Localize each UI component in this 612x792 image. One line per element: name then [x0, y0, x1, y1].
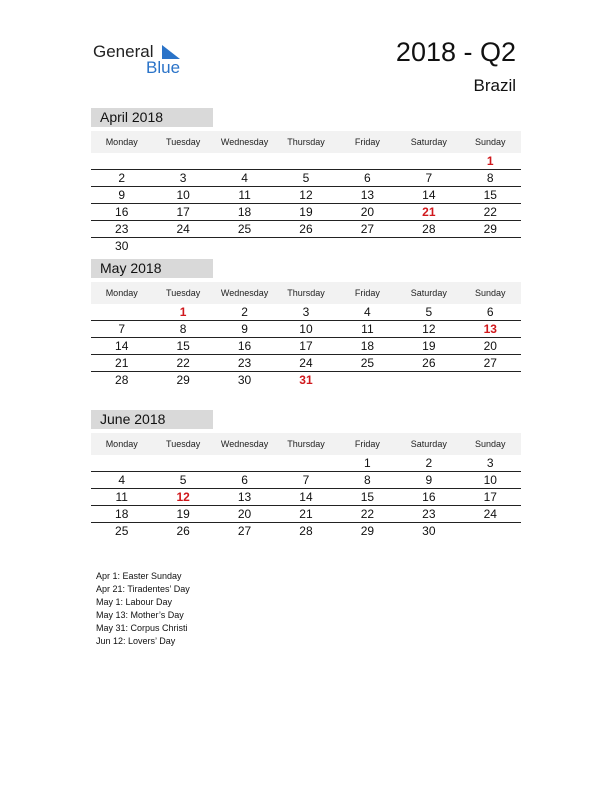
week-row [91, 355, 521, 372]
day-cell: 15 [483, 188, 497, 202]
weekday-label: Friday [354, 439, 380, 449]
day-cell: 24 [483, 507, 497, 521]
weekday-label: Friday [354, 137, 380, 147]
empty-day-cell [337, 238, 398, 254]
week-row [91, 321, 521, 338]
empty-day-cell [91, 153, 152, 169]
day-cell: 10 [299, 322, 313, 336]
day-cell: 11 [238, 188, 251, 202]
day-cell: 8 [486, 171, 494, 185]
day-cell: 18 [360, 339, 375, 353]
week-row [91, 304, 521, 321]
empty-day-cell [275, 153, 336, 169]
week-row [91, 489, 521, 506]
day-cell: 28 [115, 373, 129, 387]
empty-day-cell [91, 304, 152, 320]
holiday-list [96, 570, 190, 649]
day-cell: 29 [360, 524, 375, 538]
day-cell: 9 [118, 188, 126, 202]
day-cell: 23 [422, 507, 436, 521]
day-cell: 17 [176, 205, 190, 219]
day-cell: 4 [241, 171, 248, 185]
weekday-label: Thursday [287, 137, 325, 147]
empty-day-cell [214, 238, 275, 254]
empty-day-cell [460, 238, 521, 254]
day-cell: 6 [486, 305, 494, 319]
weekday-label: Monday [105, 288, 138, 298]
week-row [91, 472, 521, 489]
day-cell: 21 [115, 356, 129, 370]
day-cell: 25 [237, 222, 252, 236]
day-cell: 26 [176, 524, 190, 538]
day-cell: 14 [115, 339, 129, 353]
day-cell: 3 [302, 305, 310, 319]
weekday-label: Monday [105, 439, 138, 449]
empty-day-cell [152, 153, 213, 169]
day-cell: 5 [302, 171, 310, 185]
day-cell: 29 [483, 222, 497, 236]
empty-day-cell [460, 372, 521, 388]
day-cell: 6 [241, 473, 248, 487]
day-cell: 2 [241, 305, 248, 319]
day-cell: 16 [237, 339, 252, 353]
day-cell: 27 [237, 524, 252, 538]
day-cell: 5 [425, 305, 433, 319]
weekday-label: Saturday [410, 137, 447, 147]
day-cell: 13 [483, 322, 497, 336]
day-cell: 14 [299, 490, 313, 504]
day-cell: 28 [299, 524, 313, 538]
week-row [91, 170, 521, 187]
day-cell: 26 [422, 356, 436, 370]
day-cell: 12 [299, 188, 313, 202]
logo-general-text: General [93, 42, 154, 61]
month-june [91, 410, 521, 539]
empty-day-cell [152, 238, 213, 254]
month-label: June 2018 [91, 410, 213, 429]
weekday-label: Saturday [410, 288, 447, 298]
holiday-item: Jun 12: Lovers’ Day [96, 636, 176, 647]
empty-day-cell [398, 153, 459, 169]
empty-day-cell [337, 372, 398, 388]
day-cell: 12 [422, 322, 436, 336]
holiday-item: May 13: Mother’s Day [96, 610, 184, 621]
week-row [91, 238, 521, 254]
day-cell: 19 [299, 205, 313, 219]
holiday-item: Apr 21: Tiradentes’ Day [96, 584, 190, 595]
day-cell: 10 [176, 188, 190, 202]
day-cell: 6 [364, 171, 371, 185]
empty-day-cell [275, 238, 336, 254]
weekday-header [91, 282, 521, 304]
day-cell: 27 [483, 356, 497, 370]
day-cell: 14 [422, 188, 436, 202]
day-cell: 12 [176, 490, 190, 504]
day-cell: 24 [299, 356, 313, 370]
weekday-label: Thursday [287, 439, 325, 449]
month-label: April 2018 [91, 108, 213, 127]
holiday-item: Apr 1: Easter Sunday [96, 571, 182, 581]
weekday-label: Friday [354, 288, 380, 298]
day-cell: 4 [364, 305, 371, 319]
empty-day-cell [460, 523, 521, 539]
weekday-label: Monday [105, 137, 138, 147]
day-cell: 30 [115, 239, 129, 253]
day-cell: 17 [483, 490, 497, 504]
day-cell: 30 [237, 373, 252, 387]
day-cell: 5 [179, 473, 187, 487]
day-cell: 26 [299, 222, 313, 236]
holiday-item: May 1: Labour Day [96, 597, 173, 608]
day-cell: 19 [176, 507, 190, 521]
weekday-header [91, 433, 521, 455]
day-cell: 16 [115, 205, 129, 219]
day-cell: 8 [364, 473, 371, 487]
day-cell: 7 [302, 473, 310, 487]
day-cell: 20 [237, 507, 252, 521]
day-cell: 7 [118, 322, 126, 336]
week-row [91, 153, 521, 170]
day-cell: 10 [483, 473, 497, 487]
day-cell: 22 [360, 507, 375, 521]
day-cell: 28 [422, 222, 436, 236]
empty-day-cell [398, 372, 459, 388]
week-row [91, 523, 521, 539]
weekday-label: Thursday [287, 288, 325, 298]
week-row [91, 338, 521, 355]
day-cell: 2 [425, 456, 433, 470]
empty-day-cell [275, 455, 336, 471]
empty-day-cell [214, 455, 275, 471]
day-cell: 2 [118, 171, 126, 185]
month-april [91, 108, 521, 254]
day-cell: 11 [115, 490, 128, 504]
weekday-label: Sunday [474, 137, 506, 147]
empty-day-cell [337, 153, 398, 169]
day-cell: 11 [361, 322, 374, 336]
week-row [91, 455, 521, 472]
weekday-label: Sunday [474, 439, 506, 449]
day-cell: 23 [237, 356, 252, 370]
day-cell: 17 [299, 339, 313, 353]
day-cell: 1 [364, 456, 371, 470]
page-title: 2018 - Q2 [395, 37, 516, 67]
day-cell: 3 [486, 456, 494, 470]
month-may [91, 259, 521, 388]
empty-day-cell [398, 238, 459, 254]
country-name: Brazil [473, 76, 516, 95]
week-row [91, 506, 521, 523]
week-row [91, 204, 521, 221]
day-cell: 8 [179, 322, 187, 336]
day-cell: 22 [483, 205, 497, 219]
day-cell: 15 [176, 339, 190, 353]
weekday-label: Wednesday [220, 439, 269, 449]
day-cell: 27 [360, 222, 375, 236]
week-row [91, 187, 521, 204]
day-cell: 18 [115, 507, 129, 521]
day-cell: 21 [299, 507, 313, 521]
day-cell: 31 [299, 373, 313, 387]
day-cell: 4 [118, 473, 126, 487]
logo-flag-icon [162, 45, 180, 59]
day-cell: 29 [176, 373, 190, 387]
day-cell: 7 [425, 171, 433, 185]
day-cell: 20 [483, 339, 497, 353]
day-cell: 19 [422, 339, 436, 353]
empty-day-cell [91, 455, 152, 471]
day-cell: 1 [486, 154, 494, 168]
day-cell: 13 [237, 490, 252, 504]
logo-blue-text: Blue [146, 58, 181, 77]
day-cell: 21 [422, 205, 436, 219]
day-cell: 13 [360, 188, 375, 202]
weekday-label: Tuesday [166, 439, 201, 449]
day-cell: 3 [179, 171, 187, 185]
empty-day-cell [214, 153, 275, 169]
day-cell: 18 [237, 205, 252, 219]
weekday-label: Tuesday [166, 137, 201, 147]
logo [93, 40, 193, 80]
day-cell: 16 [422, 490, 436, 504]
weekday-label: Saturday [410, 439, 447, 449]
week-row [91, 372, 521, 388]
day-cell: 15 [360, 490, 375, 504]
day-cell: 20 [360, 205, 375, 219]
empty-day-cell [152, 455, 213, 471]
holiday-item: May 31: Corpus Christi [96, 623, 188, 634]
day-cell: 1 [179, 305, 187, 319]
weekday-label: Wednesday [220, 137, 269, 147]
day-cell: 25 [115, 524, 129, 538]
day-cell: 9 [425, 473, 433, 487]
weekday-label: Tuesday [166, 288, 201, 298]
weekday-label: Sunday [474, 288, 506, 298]
weekday-label: Wednesday [220, 288, 269, 298]
day-cell: 22 [176, 356, 190, 370]
day-cell: 25 [360, 356, 375, 370]
month-label: May 2018 [91, 259, 213, 278]
weekday-header [91, 131, 521, 153]
day-cell: 9 [241, 322, 248, 336]
day-cell: 24 [176, 222, 190, 236]
week-row [91, 221, 521, 238]
day-cell: 23 [115, 222, 129, 236]
day-cell: 30 [422, 524, 436, 538]
